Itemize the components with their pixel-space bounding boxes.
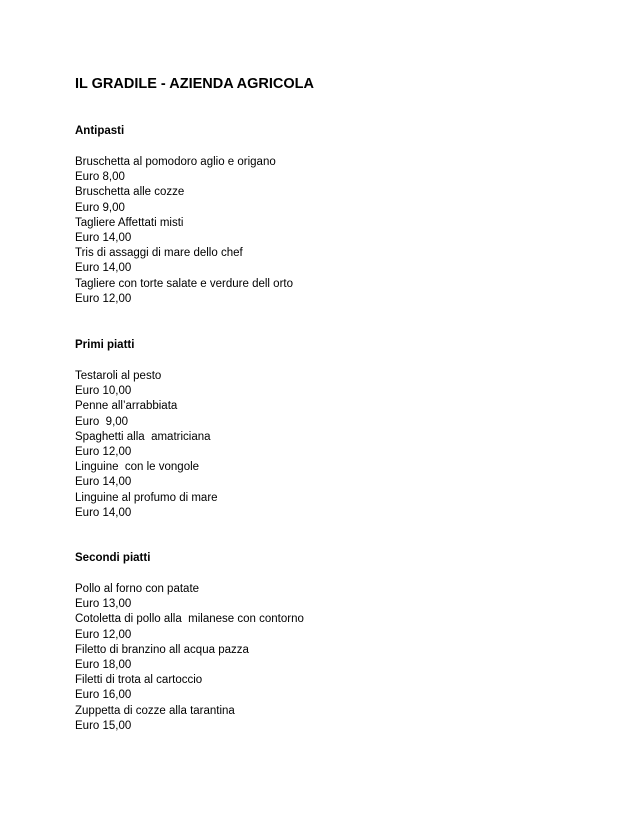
dish-list xyxy=(75,582,575,734)
dish-name: Linguine con le vongole xyxy=(75,461,200,474)
dish-name: Testaroli al pesto xyxy=(75,370,162,382)
page-title: IL GRADILE - AZIENDA AGRICOLA xyxy=(75,76,314,92)
dish-price: Euro 8,00 xyxy=(75,171,125,184)
dish-price: Euro 9,00 xyxy=(75,415,129,428)
section-heading: Antipasti xyxy=(75,125,125,137)
dish-name: Linguine al profumo di mare xyxy=(75,491,218,504)
dish-price: Euro 12,00 xyxy=(75,628,132,641)
dish-price: Euro 13,00 xyxy=(75,598,132,611)
dish-name: Filetto di branzino all acqua pazza xyxy=(75,643,249,656)
dish-name: Bruschetta alle cozze xyxy=(75,186,185,199)
dish-price: Euro 14,00 xyxy=(75,506,132,519)
dish-list xyxy=(75,155,575,307)
dish-price: Euro 18,00 xyxy=(75,659,132,672)
dish-name: Tris di assaggi di mare dello chef xyxy=(75,247,243,260)
section-heading: Secondi piatti xyxy=(75,552,151,564)
dish-price: Euro 12,00 xyxy=(75,446,132,459)
dish-price: Euro 14,00 xyxy=(75,262,132,275)
dish-price: Euro 16,00 xyxy=(75,689,132,702)
section-secondi-piatti xyxy=(75,551,575,734)
dish-name: Bruschetta al pomodoro aglio e origano xyxy=(75,156,276,168)
dish-price: Euro 15,00 xyxy=(75,719,132,732)
section-antipasti xyxy=(75,124,575,307)
dish-price: Euro 10,00 xyxy=(75,385,132,398)
dish-list xyxy=(75,369,575,521)
section-heading: Primi piatti xyxy=(75,339,135,351)
dish-name: Tagliere Affettati misti xyxy=(75,216,184,229)
dish-price: Euro 14,00 xyxy=(75,232,132,245)
dish-name: Filetti di trota al cartoccio xyxy=(75,674,203,687)
dish-name: Pollo al forno con patate xyxy=(75,583,200,595)
section-primi-piatti xyxy=(75,338,575,521)
dish-price: Euro 14,00 xyxy=(75,476,132,489)
dish-name: Tagliere con torte salate e verdure dell orto xyxy=(75,277,293,290)
dish-price: Euro 12,00 xyxy=(75,292,132,305)
dish-name: Spaghetti alla amatriciana xyxy=(75,430,211,443)
dish-name: Cotoletta di pollo alla milanese con contorno xyxy=(75,613,304,626)
dish-name: Zuppetta di cozze alla tarantina xyxy=(75,704,235,717)
dish-price: Euro 9,00 xyxy=(75,201,125,214)
dish-name: Penne all’arrabbiata xyxy=(75,400,178,413)
